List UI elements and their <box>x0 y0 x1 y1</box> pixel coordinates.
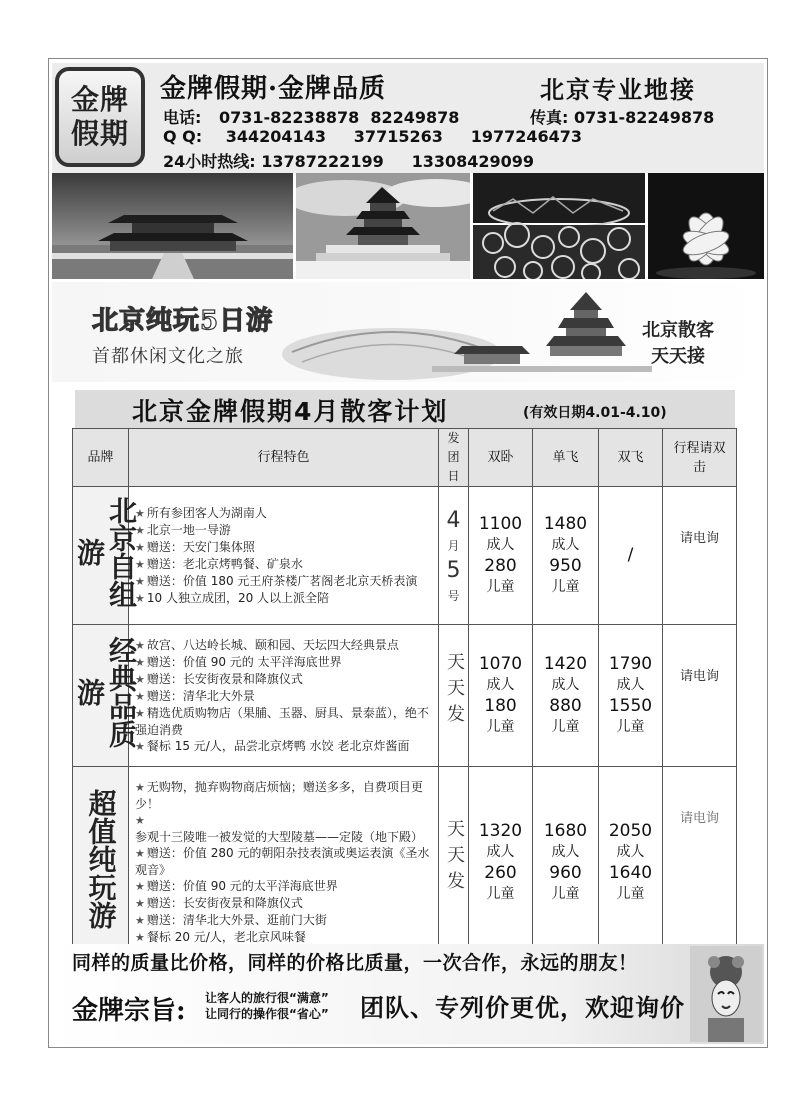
adult-price: 1070 <box>478 653 523 674</box>
features-cell <box>129 767 439 959</box>
feature-item: ★ 10 人独立成团，20 人以上派全陪 <box>135 590 432 607</box>
features-cell <box>129 487 439 625</box>
fax-line <box>530 105 714 128</box>
stadium-photo-pair <box>473 173 645 279</box>
adult-price: 1790 <box>608 653 653 674</box>
adult-price: 1680 <box>543 820 588 841</box>
table-row <box>73 487 737 625</box>
feature-item: ★ 赠送：天安门集体照 <box>135 539 432 556</box>
child-price: 1640 <box>608 862 653 883</box>
feature-item: ★ 故宫、八达岭长城、颐和园、天坛四大经典景点 <box>135 637 432 654</box>
brand-cell <box>73 487 138 625</box>
plan-valid-dates: (有效日期4.01-4.10) <box>523 405 667 421</box>
features-cell <box>129 625 439 767</box>
hotline-line <box>163 149 534 172</box>
banner-right-note <box>642 318 714 370</box>
header-slogan: 金牌假期·金牌品质 <box>160 74 387 104</box>
footer-motto: 同样的质量比价格，同样的价格比质量，一次合作，永远的朋友！ <box>72 952 638 974</box>
fax-value: 0731-82249878 <box>573 108 715 127</box>
col-header-double-flight: 双飞 <box>599 429 663 487</box>
child-price: 960 <box>549 862 582 883</box>
date-cell <box>439 767 469 959</box>
feature-item: ★ 赠送：价值 180 元王府茶楼广茗阁老北京天桥表演 <box>135 573 432 590</box>
adult-label: 成人 <box>486 536 515 553</box>
brand-cell <box>73 767 129 959</box>
feature-item: ★ 精选优质购物店（果脯、玉器、厨具、景泰蓝），绝不强迫消费 <box>135 705 432 738</box>
col-header-features: 行程特色 <box>129 429 439 487</box>
adult-label: 成人 <box>616 843 645 860</box>
price-double-sleeper <box>469 487 533 625</box>
feature-item: ★ 赠送：老北京烤鸭餐、矿泉水 <box>135 556 432 573</box>
banner-title: 北京纯玩5日游 <box>92 306 274 336</box>
child-price: 280 <box>484 555 517 576</box>
child-label: 儿童 <box>551 578 580 595</box>
date-day: 5 <box>446 557 461 583</box>
feature-item: ★ 赠送：清华北大外景 <box>135 688 432 705</box>
feature-item: ★ 赠送：清华北大外景、逛前门大街 <box>135 912 432 929</box>
brand-name: 超值纯玩游 <box>84 789 118 929</box>
col-header-itinerary: 行程请双击 <box>663 429 737 487</box>
forbidden-city-photo <box>52 173 293 279</box>
child-label: 儿童 <box>486 578 515 595</box>
price-single-flight <box>533 487 599 625</box>
child-price: 260 <box>484 862 517 883</box>
feature-item: ★ 赠送：长安街夜景和降旗仪式 <box>135 671 432 688</box>
adult-label: 成人 <box>551 536 580 553</box>
col-header-date: 发团日 <box>439 429 469 487</box>
price-double-flight: / <box>599 487 663 625</box>
feature-item: ★ 赠送：价值 280 元的朝阳杂技表演或奥运表演《圣水观音》 <box>135 845 432 878</box>
feature-item: ★ 赠送：长安街夜景和降旗仪式 <box>135 895 432 912</box>
adult-price: 1420 <box>543 653 588 674</box>
banner-right-line-1: 北京散客 <box>642 320 714 341</box>
temple-of-heaven-photo <box>296 173 470 279</box>
logo-line-1: 金牌 <box>70 83 129 116</box>
logo-line-2: 假期 <box>70 117 129 150</box>
date-cell <box>439 625 469 767</box>
brand-name: 北京自组游 <box>73 496 138 608</box>
footer-purpose-line-1: 让客人的旅行很“满意” <box>205 991 329 1005</box>
phone-label: 电话: <box>163 108 202 127</box>
departure-frequency: 天天发 <box>444 651 465 730</box>
price-single-flight <box>533 767 599 959</box>
qq-label: Q Q: <box>163 127 203 146</box>
hotline-values: 13787222199 13308429099 <box>261 152 535 171</box>
col-header-brand: 品牌 <box>73 429 129 487</box>
child-price: 1550 <box>608 695 653 716</box>
feature-item: ★ 北京一地一导游 <box>135 522 432 539</box>
brand-cell <box>73 625 138 767</box>
date-month: 4 <box>446 507 461 533</box>
adult-price: 1480 <box>543 513 588 534</box>
col-header-single-flight: 单飞 <box>533 429 599 487</box>
local-service-title: 北京专业地接 <box>540 76 696 104</box>
brand-logo <box>55 67 145 167</box>
table-header-row <box>73 429 737 487</box>
child-label: 儿童 <box>551 718 580 735</box>
phone-values: 0731-82238878 82249878 <box>218 108 460 127</box>
price-double-flight <box>599 625 663 767</box>
hotline-label: 24小时热线: <box>163 152 256 171</box>
child-price: 180 <box>484 695 517 716</box>
banner-subtitle: 首都休闲文化之旅 <box>92 346 244 367</box>
child-label: 儿童 <box>551 885 580 902</box>
adult-label: 成人 <box>486 843 515 860</box>
child-label: 儿童 <box>616 718 645 735</box>
table-row <box>73 767 737 959</box>
adult-label: 成人 <box>551 843 580 860</box>
itinerary-link[interactable]: 请电询 <box>663 767 737 959</box>
qq-line <box>163 127 582 146</box>
date-day-label: 号 <box>447 588 460 603</box>
adult-price: 1320 <box>478 820 523 841</box>
departure-frequency: 天天发 <box>444 818 465 897</box>
feature-item: ★ 赠送：价值 90 元的太平洋海底世界 <box>135 878 432 895</box>
price-double-sleeper <box>469 625 533 767</box>
adult-price: 1100 <box>478 513 523 534</box>
qq-values: 344204143 37715263 1977246473 <box>225 127 583 146</box>
itinerary-link[interactable]: 请电询 <box>663 625 737 767</box>
feature-item: ★ 参观十三陵唯一被发觉的大型陵墓——定陵（地下殿） <box>135 812 432 845</box>
plan-title: 北京金牌假期4月散客计划 <box>132 397 449 426</box>
child-label: 儿童 <box>486 885 515 902</box>
adult-price: 2050 <box>608 820 653 841</box>
feature-item: ★ 无购物，抛弃购物商店烦恼；赠送多多，自费项目更少！ <box>135 779 432 812</box>
banner-right-line-2: 天天接 <box>651 346 705 367</box>
child-label: 儿童 <box>616 885 645 902</box>
itinerary-link[interactable]: 请电询 <box>663 487 737 625</box>
date-month-label: 月 <box>447 538 460 553</box>
footer-purpose-line-2: 让同行的操作很“省心” <box>205 1007 329 1021</box>
brand-name: 经典品质游 <box>73 636 138 748</box>
feature-item: ★ 餐标 20 元/人，老北京风味餐 <box>135 929 432 946</box>
col-header-double-sleeper: 双卧 <box>469 429 533 487</box>
phone-line <box>163 105 459 128</box>
lotus-photo <box>648 173 764 279</box>
adult-label: 成人 <box>616 676 645 693</box>
child-price: 880 <box>549 695 582 716</box>
photo-strip <box>52 173 764 279</box>
opera-mask-image <box>690 946 762 1042</box>
table-row <box>73 625 737 767</box>
tour-price-table <box>72 428 737 959</box>
fax-label: 传真: <box>530 108 569 127</box>
footer-main-slogan: 团队、专列价更优，欢迎询价 <box>360 994 685 1022</box>
feature-item: ★ 所有参团客人为湖南人 <box>135 505 432 522</box>
child-label: 儿童 <box>486 718 515 735</box>
feature-item: ★ 赠送：价值 90 元的 太平洋海底世界 <box>135 654 432 671</box>
adult-label: 成人 <box>486 676 515 693</box>
date-cell <box>439 487 469 625</box>
feature-item: ★ 餐标 15 元/人，品尝北京烤鸭 水饺 老北京炸酱面 <box>135 738 432 755</box>
price-double-flight <box>599 767 663 959</box>
price-double-sleeper <box>469 767 533 959</box>
footer-purpose-label: 金牌宗旨: <box>72 996 186 1026</box>
adult-label: 成人 <box>551 676 580 693</box>
price-single-flight <box>533 625 599 767</box>
child-price: 950 <box>549 555 582 576</box>
